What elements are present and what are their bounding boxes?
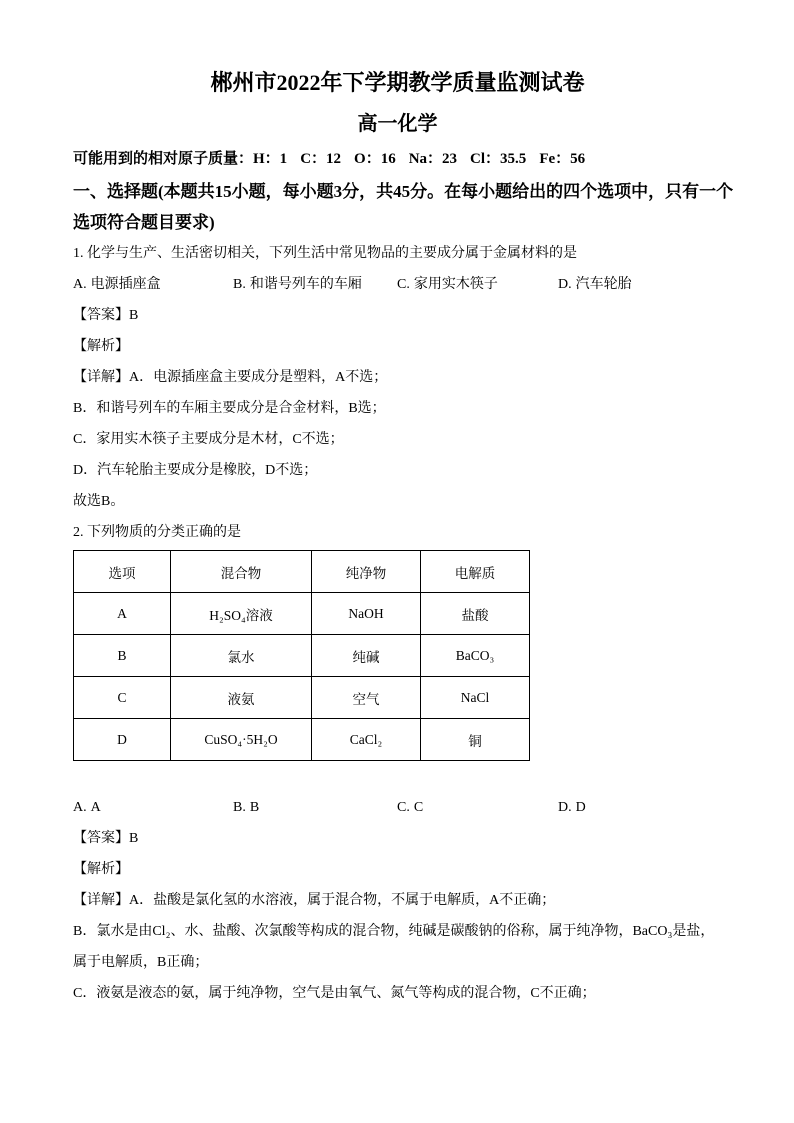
table-row <box>74 719 530 761</box>
atomic-masses-line <box>73 144 722 175</box>
option-text: D <box>575 800 586 815</box>
detail-line-continuation: 属于电解质，B正确； <box>73 955 209 970</box>
table-cell: 空气 <box>312 677 421 719</box>
atomic-mass-cl: Cl：35.5 <box>470 151 527 167</box>
table-cell: A <box>74 593 171 635</box>
detail-line: B．和谐号列车的车厢主要成分是合金材料，B选； <box>73 401 386 416</box>
table-header-cell: 混合物 <box>171 551 312 593</box>
section-heading-line: 选项符合题目要求) <box>73 213 215 232</box>
option-text: 汽车轮胎 <box>575 277 632 292</box>
option-d <box>558 269 632 300</box>
option-label: B. <box>233 800 246 815</box>
atomic-mass-h: H：1 <box>253 151 288 167</box>
analysis-label: 【解析】 <box>73 339 129 354</box>
table-header-cell: 选项 <box>74 551 171 593</box>
detail-line: C．液氨是液态的氨，属于纯净物，空气是由氧气、氮气等构成的混合物，C不正确； <box>73 986 596 1001</box>
option-label: C. <box>397 800 410 815</box>
exam-title: 郴州市2022年下学期教学质量监测试卷 <box>210 70 585 95</box>
option-text: C <box>413 800 424 815</box>
detail-line: 【详解】A．电源插座盒主要成分是塑料，A不选； <box>73 370 388 385</box>
option-c <box>397 792 558 823</box>
option-text: 电源插座盒 <box>90 277 161 292</box>
table-cell: 盐酸 <box>421 593 530 635</box>
atomic-mass-fe: Fe：56 <box>539 151 586 167</box>
table-header-cell: 电解质 <box>421 551 530 593</box>
detail-line: D．汽车轮胎主要成分是橡胶，D不选； <box>73 463 318 478</box>
option-d <box>558 792 586 823</box>
table-cell: D <box>74 719 171 761</box>
detail-line: C．家用实木筷子主要成分是木材，C不选； <box>73 432 344 447</box>
detail-line: 【详解】A．盐酸是氯化氢的水溶液，属于混合物，不属于电解质，A不正确； <box>73 893 556 908</box>
table-row <box>74 635 530 677</box>
table-cell: NaOH <box>312 593 421 635</box>
atomic-mass-o: O：16 <box>354 151 396 167</box>
table-cell: H₂SO₄溶液 <box>171 593 312 635</box>
option-c <box>397 269 558 300</box>
table-cell: C <box>74 677 171 719</box>
option-b <box>233 792 397 823</box>
table-cell: CaCl₂ <box>312 719 421 761</box>
option-text: 家用实木筷子 <box>413 277 498 292</box>
atomic-masses-label: 可能用到的相对原子质量： <box>73 151 254 167</box>
table-cell: CuSO₄·5H₂O <box>171 719 312 761</box>
option-label: A. <box>73 277 87 292</box>
table-cell: 液氨 <box>171 677 312 719</box>
exam-subtitle: 高一化学 <box>357 113 438 135</box>
option-label: A. <box>73 800 87 815</box>
table-cell: 铜 <box>421 719 530 761</box>
atomic-mass-c: C：12 <box>300 151 342 167</box>
table-cell: 氯水 <box>171 635 312 677</box>
option-text: B <box>249 800 260 815</box>
option-label: B. <box>233 277 246 292</box>
option-label: D. <box>558 277 572 292</box>
classification-table <box>73 550 530 761</box>
answer-line: 【答案】B <box>73 308 139 323</box>
table-header-row <box>74 551 530 593</box>
option-a <box>73 269 233 300</box>
option-a <box>73 792 233 823</box>
question-2-stem: 2. 下列物质的分类正确的是 <box>73 525 241 540</box>
detail-line: B．氯水是由Cl₂、水、盐酸、次氯酸等构成的混合物，纯碱是碳酸钠的俗称，属于纯净物，BaCO₃是盐， <box>73 924 715 939</box>
option-text: A <box>90 800 101 815</box>
option-b <box>233 269 397 300</box>
answer-line: 【答案】B <box>73 831 139 846</box>
table-row <box>74 593 530 635</box>
table-cell: B <box>74 635 171 677</box>
option-text: 和谐号列车的车厢 <box>249 277 362 292</box>
conclusion-line: 故选B。 <box>73 494 125 509</box>
section-heading <box>73 176 734 238</box>
analysis-label: 【解析】 <box>73 862 129 877</box>
question-1 <box>73 238 722 517</box>
option-label: D. <box>558 800 572 815</box>
table-header-cell: 纯净物 <box>312 551 421 593</box>
question-1-stem: 1. 化学与生产、生活密切相关，下列生活中常见物品的主要成分属于金属材料的是 <box>73 246 577 261</box>
table-cell: NaCl <box>421 677 530 719</box>
table-cell: 纯碱 <box>312 635 421 677</box>
table-row <box>74 677 530 719</box>
section-heading-line: 一、选择题(本题共15小题，每小题3分，共45分。在每小题给出的四个选项中，只有一个 <box>73 182 734 201</box>
question-2-options <box>73 792 722 823</box>
table-cell: BaCO₃ <box>421 635 530 677</box>
question-1-options <box>73 269 722 300</box>
question-2 <box>73 517 722 1009</box>
atomic-mass-na: Na：23 <box>408 151 458 167</box>
option-label: C. <box>397 277 410 292</box>
